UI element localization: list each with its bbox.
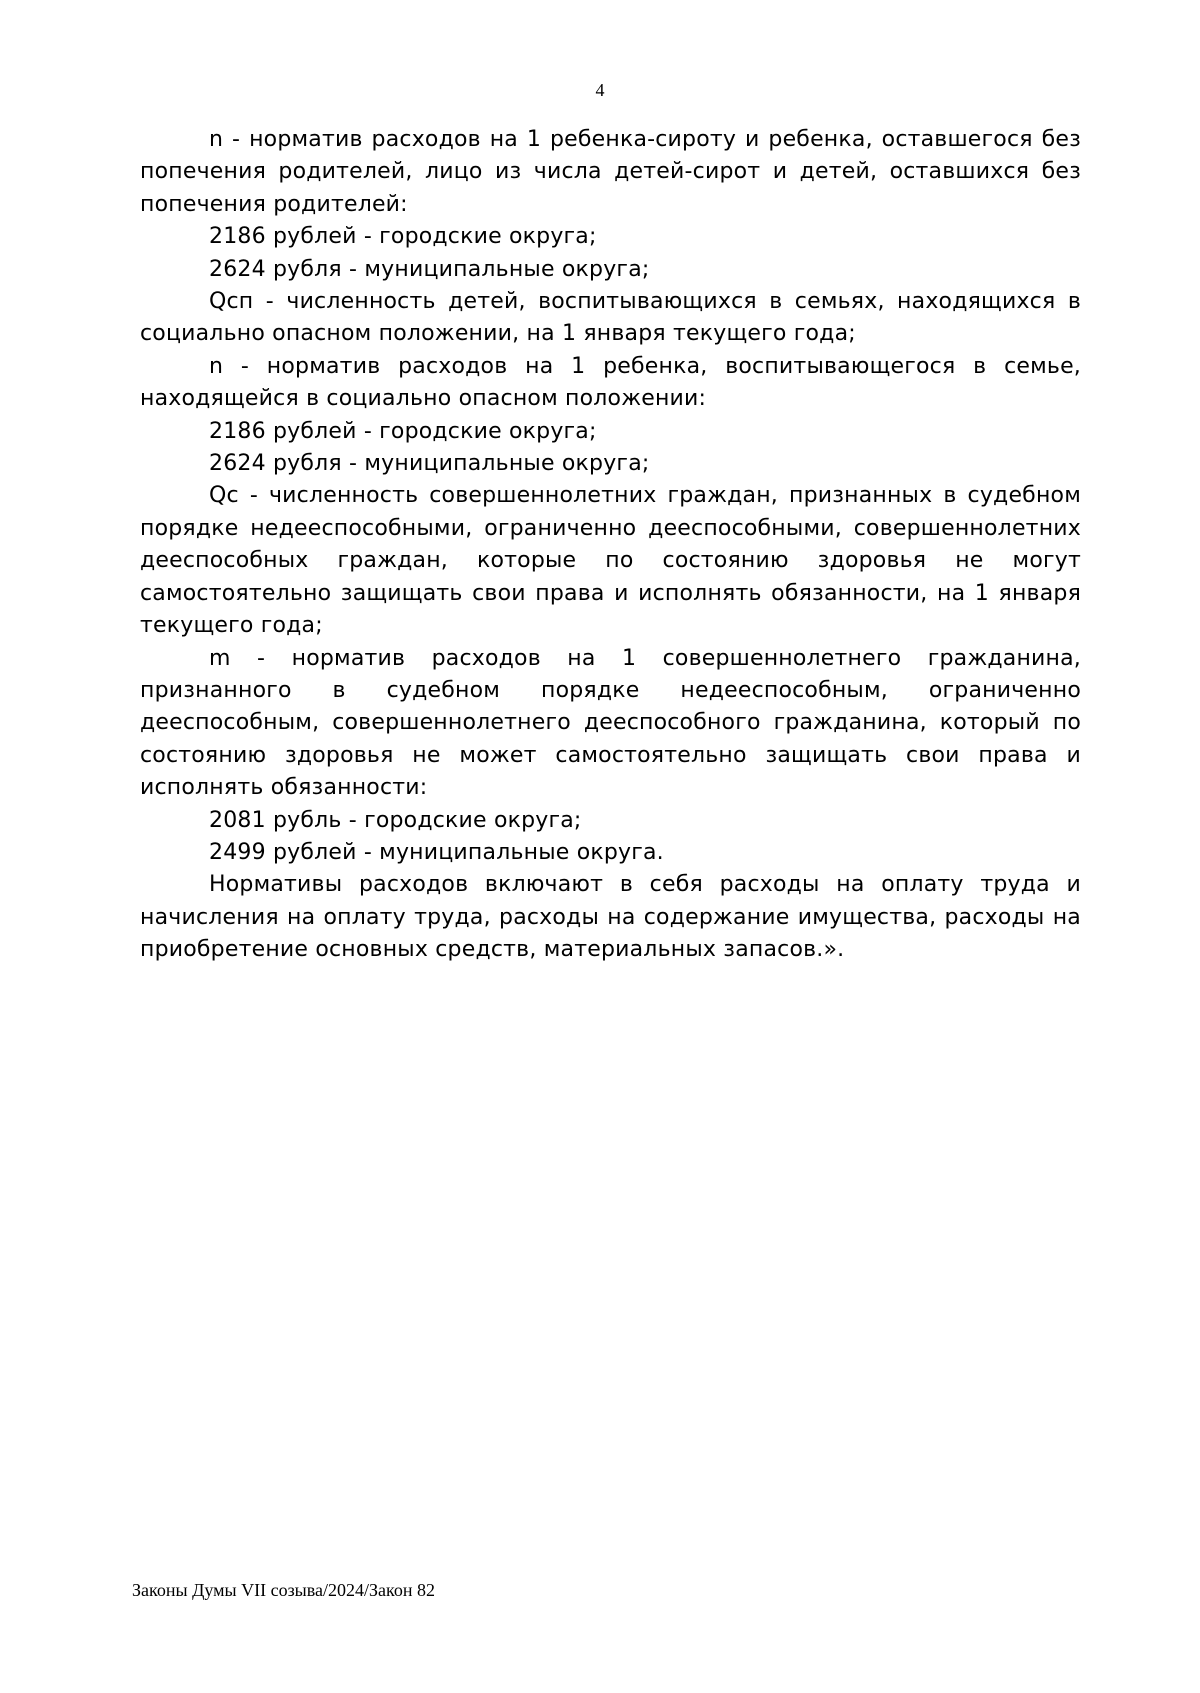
paragraph-qs-definition: Qс - численность совершеннолетних граждан, признанных в судебном порядке недееспособными, ограниченно дееспособными, совершеннолетних дееспособных граждан, которые по состоянию здоровья не могут самостоятельно защищать свои права и исполнять обязанности, на 1 января текущего года; <box>140 483 1081 639</box>
rate-municipal-districts: 2624 рубля - муниципальные округа; <box>209 451 650 477</box>
paragraph-norm-adult-citizens: m - норматив расходов на 1 совершеннолетнего гражданина, признанного в судебном порядке недееспособным, ограниченно дееспособным, совершеннолетнего дееспособного гражданина, который по состоянию здоровья не может самостоятельно защищать свои права и исполнять обязанности: <box>140 645 1081 801</box>
paragraph-qsp-definition: Qсп - численность детей, воспитывающихся в семьях, находящихся в социально опасном положении, на 1 января текущего года; <box>140 289 1081 347</box>
document-body <box>140 124 1081 967</box>
rate-urban-districts: 2186 рублей - городские округа; <box>209 418 597 444</box>
footer-reference: Законы Думы VII созыва/2024/Закон 82 <box>132 1580 435 1600</box>
paragraph-norms-include: Нормативы расходов включают в себя расходы на оплату труда и начисления на оплату труда, расходы на содержание имущества, расходы на приобретение основных средств, материальных запасов.». <box>140 872 1081 963</box>
rate-municipal-districts: 2499 рублей - муниципальные округа. <box>209 839 664 865</box>
rate-urban-districts: 2081 рубль - городские округа; <box>209 807 582 833</box>
paragraph-norm-orphans: n - норматив расходов на 1 ребенка-сироту и ребенка, оставшегося без попечения родителей, лицо из числа детей-сирот и детей, оставшихся без попечения родителей: <box>140 127 1081 217</box>
rate-urban-districts: 2186 рублей - городские округа; <box>209 224 597 250</box>
paragraph-norm-dangerous-families: n - норматив расходов на 1 ребенка, воспитывающегося в семье, находящейся в социально опасном положении: <box>140 353 1081 412</box>
page-number: 4 <box>595 80 605 100</box>
rate-municipal-districts: 2624 рубля - муниципальные округа; <box>209 256 650 282</box>
